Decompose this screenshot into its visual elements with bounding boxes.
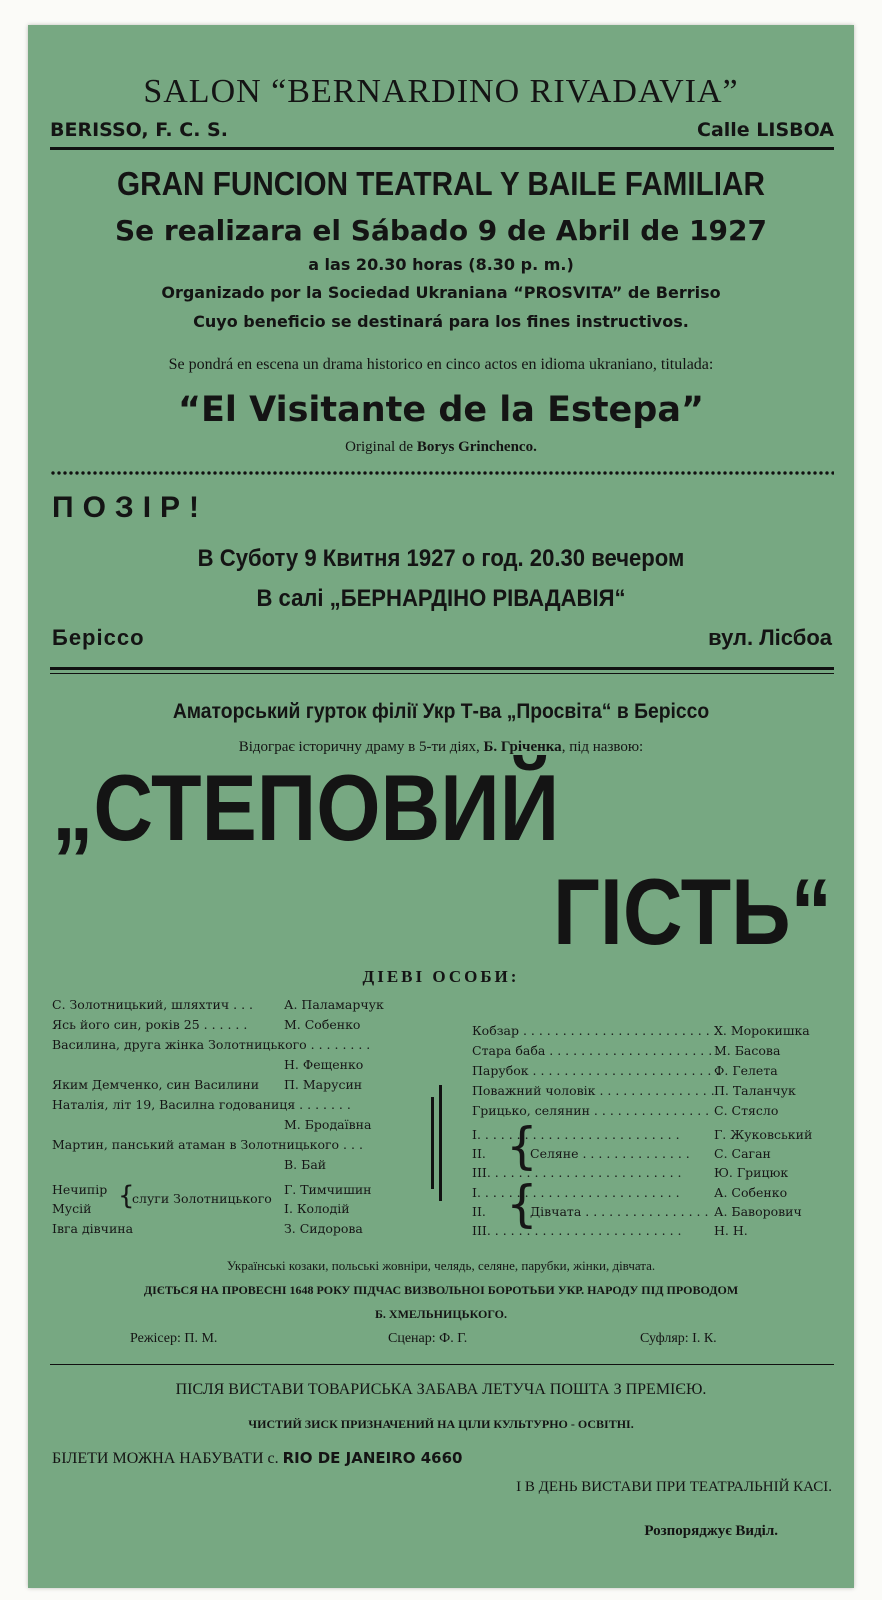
cast-actor: Х. Морокишка: [714, 1023, 810, 1038]
headline: GRAN FUNCION TEATRAL Y BAILE FAMILIAR: [117, 165, 765, 202]
director-credit: Режісер: П. М.: [130, 1331, 218, 1346]
cast-role: ІІ.: [472, 1146, 486, 1161]
dance-line: ПІСЛЯ ВИСТАВИ ТОВАРИСЬКА ЗАБАВА ЛЕТУЧА ПОШТА З ПРЕМІЄЮ.: [175, 1381, 707, 1398]
cast-actor: В. Бай: [284, 1157, 327, 1172]
cast-actor: Н. Н.: [714, 1223, 748, 1238]
cast-role: С. Золотницький, шляхтич . . .: [52, 997, 253, 1012]
cast-actor: П. Таланчук: [714, 1083, 796, 1098]
poster-sheet: [28, 25, 854, 1588]
original-author: Borys Grinchenco.: [416, 439, 537, 455]
tickets-address: RIO DE JANEIRO 4660: [282, 1449, 463, 1467]
cast-role: ІІІ. . . . . . . . . . . . . . . . . . . . . . . . .: [472, 1165, 682, 1180]
spanish-title: “El Visitante de la Estepa”: [178, 390, 704, 430]
cast-role: Мусій: [52, 1201, 92, 1216]
event-time: a las 20.30 horas (8.30 p. m.): [308, 255, 574, 274]
cast-actor: А. Баворович: [714, 1204, 802, 1219]
cast-role: Нечипір: [52, 1182, 108, 1197]
villagers-label: Селяне . . . . . . . . . . . . . .: [530, 1146, 690, 1161]
location-right: Calle LISBOA: [697, 119, 834, 141]
cast-actor: М. Басова: [714, 1043, 781, 1058]
ukr-location-right: вул. Лісбоа: [708, 625, 832, 650]
footer-rule: [50, 1364, 834, 1365]
cast-role: Стара баба . . . . . . . . . . . . . . . . . . . . . .: [472, 1043, 721, 1058]
extras-line: Українські козаки, польські жовніри, челядь, селяне, парубки, жінки, дівчата.: [226, 1258, 656, 1273]
ukr-location-left: Беріссо: [52, 625, 145, 650]
plays-line: Відограє історичну драму в 5-ти діях, Б. Грiченка, під назвою:: [238, 739, 644, 755]
signature-line: Розпоряджує Виділ.: [644, 1523, 778, 1539]
cast-actor: З. Сидорова: [284, 1221, 363, 1236]
cast-role: Поважний чоловік . . . . . . . . . . . . . . .: [472, 1083, 715, 1098]
proceeds-line: ЧИСТИЙ ЗИСК ПРИЗНАЧЕНИЙ НА ЦІЛИ КУЛЬТУРНО - ОСВІТНІ.: [248, 1417, 634, 1431]
cast-actor: Ф. Гелета: [714, 1063, 778, 1078]
ukr-title-line1: „СТЕПОВИЙ: [52, 755, 560, 860]
cast-actor: М. Собенко: [284, 1017, 361, 1032]
cast-actor: П. Марусин: [284, 1077, 363, 1092]
cast-role: Наталія, літ 19, Василна годованиця . . . . . . .: [52, 1097, 351, 1112]
location-left: BERISSO, F. C. S.: [50, 119, 228, 141]
benefit: Cuyo beneficio se destinará para los fines instructivos.: [193, 312, 689, 331]
troupe-line: Аматорський гурток філії Укр Т-ва „Просвіта“ в Беріссо: [172, 700, 710, 723]
column-divider-bar: [439, 1085, 442, 1201]
cast-actor: Н. Фещенко: [284, 1057, 364, 1072]
cast-role: Кобзар . . . . . . . . . . . . . . . . . . . . . . . . .: [472, 1023, 718, 1038]
cast-actor: І. Колодій: [284, 1201, 350, 1216]
spanish-intro: Se pondrá en escena un drama historico en cinco actos en idioma ukraniano, titulada:: [168, 356, 714, 373]
attention-heading: ПОЗІР!: [52, 491, 209, 524]
rule-double-top: [50, 667, 834, 670]
rule-double-bottom: [50, 673, 834, 674]
organizer: Organizado por la Sociedad Ukraniana “PROSVITA” de Berriso: [161, 283, 721, 302]
cast-role: Грицько, селянин . . . . . . . . . . . . . . .: [472, 1103, 710, 1118]
tickets-line: БІЛЕТИ МОЖНА НАБУВАТИ с. RIO DE JANEIRO 4660: [52, 1449, 463, 1467]
cast-actor: Ю. Грицюк: [714, 1165, 789, 1180]
cast-heading: ДІЕВІ ОСОБИ:: [362, 967, 520, 986]
cast-role: ІІ.: [472, 1204, 486, 1219]
scenery-credit: Сценар: Ф. Г.: [388, 1331, 468, 1346]
ukr-title-line2: ГІСТЬ“: [553, 859, 832, 964]
cast-actor: С. Стясло: [714, 1103, 779, 1118]
cast-actor: С. Саган: [714, 1146, 771, 1161]
event-date: Se realizara el Sábado 9 de Abril de 1927: [115, 214, 767, 247]
brace-icon: {: [118, 1181, 135, 1211]
cast-actor: А. Собенко: [714, 1185, 788, 1200]
ukr-date-line: В Суботу 9 Квитня 1927 о год. 20.30 вечером: [197, 545, 685, 572]
cast-actor: Г. Тимчишин: [284, 1182, 372, 1197]
cast-role: Василина, друга жінка Золотницького . . . . . . . .: [52, 1037, 371, 1052]
cast-role: Мартин, панський атаман в Золотницького . . .: [52, 1137, 363, 1152]
cast-actor: М. Бродаївна: [284, 1117, 372, 1132]
servants-label: слуги Золотницького: [132, 1191, 272, 1206]
cast-role: Ясь його син, років 25 . . . . . .: [52, 1017, 248, 1032]
cast-role: І. . . . . . . . . . . . . . . . . . . . . . . . . .: [472, 1127, 680, 1142]
setting-line1: ДІЄТЬСЯ НА ПРОВЕСНІ 1648 РОКУ ПІДЧАС ВИЗВОЛЬНОІ БОРОТЬБИ УКР. НАРОДУ ПІД ПРОВОДОМ: [143, 1283, 739, 1297]
brace-icon: {: [506, 1117, 538, 1175]
setting-line2: Б. ХМЕЛЬНИЦЬКОГО.: [375, 1307, 507, 1321]
cast-role: ІІІ. . . . . . . . . . . . . . . . . . . . . . . . .: [472, 1223, 682, 1238]
dotted-divider: [50, 470, 834, 476]
cast-role: І. . . . . . . . . . . . . . . . . . . . . . . . . .: [472, 1185, 680, 1200]
cast-role: Парубок . . . . . . . . . . . . . . . . . . . . . . . .: [472, 1063, 720, 1078]
plays-author: Б. Грiченка: [483, 739, 562, 755]
salon-name: SALON “BERNARDINO RIVADAVIA”: [143, 73, 739, 110]
cast-role: Івга дівчина: [52, 1221, 134, 1236]
cast-actor: А. Паламарчук: [284, 997, 384, 1012]
cast-actor: Г. Жуковський: [714, 1127, 813, 1142]
brace-icon: {: [506, 1175, 538, 1233]
ukr-hall-line: В салі „БЕРНАРДІНО РІВАДАВІЯ“: [256, 585, 626, 612]
box-office-line: І В ДЕНЬ ВИСТАВИ ПРИ ТЕАТРАЛЬНІЙ КАСІ.: [516, 1479, 832, 1495]
cast-role: Яким Демченко, син Василини: [52, 1077, 260, 1092]
prompter-credit: Суфляр: І. К.: [640, 1331, 717, 1346]
header-rule: [50, 147, 834, 150]
column-divider-bar: [431, 1097, 434, 1189]
original-line: Original de Borys Grinchenco.: [345, 439, 537, 455]
girls-label: Дівчата . . . . . . . . . . . . . . . .: [530, 1204, 709, 1219]
